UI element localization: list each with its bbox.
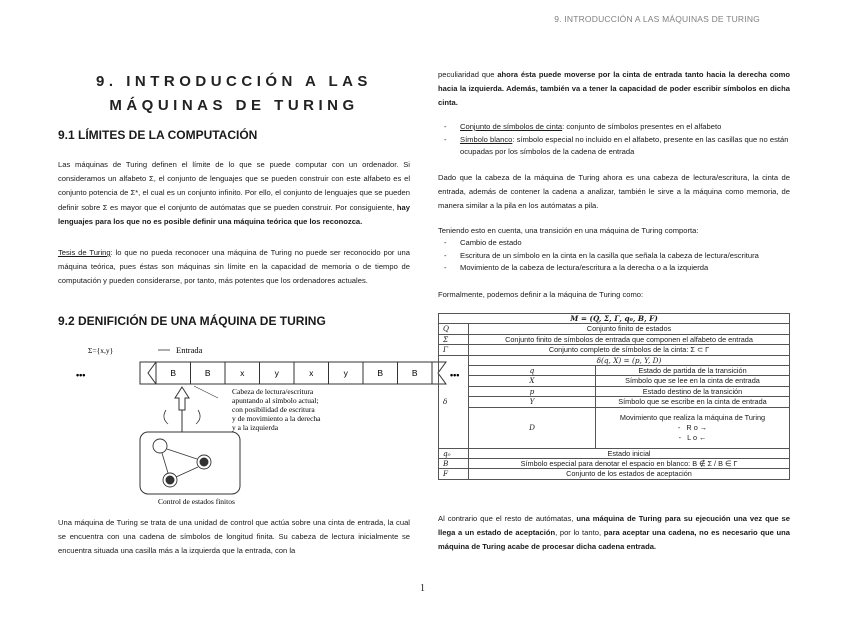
- symbol-cell: δ: [439, 355, 469, 448]
- tape-cell-symbol: B: [411, 368, 418, 378]
- inner-description-cell: Símbolo que se escribe en la cinta de entrada: [596, 397, 790, 407]
- table-row: [439, 366, 790, 376]
- table-row: [439, 459, 790, 469]
- head-caption-line: Cabeza de lectura/escritura: [232, 387, 314, 396]
- turing-thesis-label: Tesis de Turing: [58, 248, 111, 257]
- paragraph-formal-intro: Formalmente, podemos definir a la máquina de Turing como:: [438, 290, 644, 299]
- table-row: [439, 397, 790, 407]
- transition-2-3: [176, 467, 198, 477]
- state-3-core: [166, 476, 175, 485]
- control-caption: Control de estados finitos: [158, 497, 235, 506]
- tape-left-dots: •••: [76, 370, 86, 380]
- peculiarity-text: peculiaridad que: [438, 70, 498, 79]
- direction-right: [599, 423, 786, 433]
- symbol-cell: B: [439, 459, 469, 469]
- state-2-core: [200, 458, 209, 467]
- transition-steps-list: [438, 237, 790, 275]
- bullet-dash: -: [677, 422, 681, 432]
- table-row: [439, 324, 790, 334]
- turing-machine-definition-table: [438, 313, 790, 480]
- peculiarity-bold: ahora ésta puede moverse por la cinta de entrada tanto hacia la derecha como hacia la izquierda. Además, también va a tener la capacidad de poder escribir símbolos en dicha cinta.: [438, 70, 790, 108]
- table-row: [439, 314, 790, 324]
- description-cell: Estado inicial: [469, 448, 790, 458]
- paragraph-turing-thesis: [58, 246, 410, 289]
- bullet-dash: -: [678, 432, 682, 442]
- table-row: [439, 376, 790, 386]
- input-label: Entrada: [176, 345, 203, 355]
- tape-cell-symbol: x: [309, 368, 314, 378]
- state-1: [153, 439, 167, 453]
- description-cell: Conjunto finito de estados: [469, 324, 790, 334]
- symbol-cell: Γ: [439, 345, 469, 355]
- paragraph-acceptance: [438, 512, 790, 555]
- paragraph-definition: Una máquina de Turing se trata de una unidad de control que actúa sobre una cinta de entrada, la cual se encuentra con una cadena de símbolos de longitud finita. Su cabeza de lectura inicialmente se encuentra situada una casilla más a la izquierda que la entrada, con la: [58, 518, 410, 556]
- tape-cell-symbol: y: [343, 368, 348, 378]
- inner-description-cell: Símbolo que se lee en la cinta de entrada: [596, 376, 790, 386]
- head-move-right: [196, 410, 200, 424]
- paragraph-peculiarity: [438, 68, 790, 111]
- tape-right-dots: •••: [450, 370, 460, 380]
- acceptance-bold: para aceptar una cadena, no es necesario que una máquina de Turing acabe de procesar dicha cadena entrada.: [438, 528, 790, 552]
- head-caption-line: con posibilidad de escritura: [232, 405, 315, 414]
- tape-cell-symbol: x: [240, 368, 245, 378]
- tape-cells: [170, 362, 418, 384]
- description-cell: Conjunto completo de símbolos de la cinta: Σ ⊂ Γ: [469, 345, 790, 355]
- inner-symbol-cell: D: [469, 407, 596, 448]
- list-item: - Movimiento de la cabeza de lectura/escritura a la derecha o a la izquierda: [444, 263, 709, 272]
- head-caption: [232, 387, 322, 432]
- acceptance-bold: una máquina de Turing para su ejecución una vez que se llega a un estado de aceptación: [438, 514, 790, 538]
- running-header: 9. INTRODUCCIÓN A LAS MÁQUINAS DE TURING: [554, 14, 760, 24]
- alphabet-label: Σ={x,y}: [88, 346, 114, 355]
- inner-symbol-cell: Y: [469, 397, 596, 407]
- paragraph-memory: Dado que la cabeza de la máquina de Turing ahora es una cabeza de lectura/escritura, la cinta de entrada, además de contener la cadena a analizar, también le sirve a la máquina como memoria, de manera similar a la pila en los autómatas a pila.: [438, 173, 790, 211]
- section-9-1-heading: 9.1 LÍMITES DE LA COMPUTACIÓN: [58, 128, 258, 142]
- list-item-label: Conjunto de símbolos de cinta: [460, 122, 563, 131]
- acceptance-text: , por lo tanto,: [555, 528, 604, 538]
- list-item-text: : conjunto de símbolos presentes en el alfabeto: [562, 122, 722, 131]
- paragraph-limits: [58, 158, 410, 229]
- table-row: [439, 407, 790, 448]
- table-row: [439, 345, 790, 355]
- inner-symbol-cell: X: [469, 376, 596, 386]
- page-number: 1: [420, 583, 425, 594]
- direction-left: [599, 433, 786, 443]
- table-row: [439, 448, 790, 458]
- direction-left-label: L o ←: [687, 432, 707, 442]
- tape-cell-symbol: y: [274, 368, 279, 378]
- description-cell: Conjunto finito de símbolos de entrada que componen el alfabeto de entrada: [469, 334, 790, 344]
- symbol-cell: Σ: [439, 334, 469, 344]
- table-row: [439, 386, 790, 396]
- head-move-left: [164, 410, 168, 424]
- paragraph-limits-bold: hay lenguajes para los que no es posible definir una máquina teórica que los reconozca.: [58, 202, 410, 226]
- direction-description: Movimiento que realiza la máquina de Turing: [619, 412, 766, 422]
- chapter-title: [58, 70, 410, 118]
- list-item-text: Cambio de estado: [460, 238, 522, 247]
- inner-symbol-cell: p: [469, 386, 596, 396]
- symbol-cell: Q: [439, 324, 469, 334]
- transition-expression: δ(q, X) = (p, Y, D): [469, 355, 790, 365]
- tape-symbols-list: [438, 121, 790, 159]
- symbol-cell: q₀: [439, 448, 469, 458]
- paragraph-limits-text: Las máquinas de Turing definen el límite de lo que se puede computar con un ordenador. Si consideramos un alfabeto Σ, el conjunto de lenguajes que se pueden construir con este alfabeto es el conjunto potencia de Σ*, el cual es un conjunto infinito. Por ello, el conjunto de lenguajes que se pueden definir sobre Σ es mayor que el conjunto de autómatas que se pueden construir. Por consiguiente,: [58, 160, 410, 212]
- caption-pointer: [194, 386, 218, 398]
- table-row: [439, 334, 790, 344]
- chapter-title-line2: MÁQUINAS DE TURING: [109, 97, 359, 114]
- description-cell: Símbolo especial para denotar el espacio en blanco: B ∉ Σ / B ∈ Γ: [469, 459, 790, 469]
- head-caption-line: y de movimiento a la derecha: [232, 414, 321, 423]
- list-item: - Símbolo blanco: símbolo especial no incluido en el alfabeto, presente en las casillas que no están ocupadas por los símbolos de la cadena de entrada: [444, 134, 789, 156]
- list-item-text: Movimiento de la cabeza de lectura/escritura a la derecha o a la izquierda: [460, 263, 709, 272]
- list-item-label: Símbolo blanco: [460, 134, 513, 144]
- head-arrow: [175, 387, 189, 410]
- table-row: [439, 469, 790, 479]
- list-item-text: Escritura de un símbolo en la cinta en la casilla que señala la cabeza de lectura/escritura: [460, 250, 759, 260]
- paragraph-transition-intro: Teniendo esto en cuenta, una transición en una máquina de Turing comporta:: [438, 226, 699, 235]
- inner-description-cell: Estado destino de la transición: [596, 386, 790, 396]
- inner-symbol-cell: q: [469, 366, 596, 376]
- chapter-title-line1: 9. INTRODUCCIÓN A LAS: [96, 73, 372, 90]
- transition-1-3: [162, 453, 168, 473]
- table-row: [439, 355, 790, 365]
- turing-thesis-text: : lo que no pueda reconocer una máquina de Turing no puede ser reconocido por una máquina teórica, pues éstas son máquinas sin límite en la capacidad de memoria o de tiempo de computación y pueden considerarse, por tanto, más potentes que los ordenadores actuales.: [58, 248, 410, 286]
- list-item: - Conjunto de símbolos de cinta: conjunto de símbolos presentes en el alfabeto: [444, 122, 722, 131]
- inner-description-cell: Estado de partida de la transición: [596, 366, 790, 376]
- tape-cell-symbol: B: [170, 368, 177, 378]
- direction-right-label: R o →: [686, 422, 708, 432]
- head-caption-line: apuntando al símbolo actual;: [232, 396, 319, 405]
- symbol-cell: F: [439, 469, 469, 479]
- tape-cell-symbol: B: [377, 368, 384, 378]
- list-item-text: : símbolo especial no incluido en el alfabeto, presente en las casillas que no están ocupadas por los símbolos de la cadena de entrada: [460, 134, 789, 156]
- tape-left-end: [140, 362, 156, 384]
- section-9-2-heading: 9.2 DENIFICIÓN DE UNA MÁQUINA DE TURING: [58, 314, 326, 328]
- acceptance-text: Al contrario que el resto de autómatas,: [438, 514, 577, 523]
- direction-cell: [596, 407, 790, 448]
- transition-1-2: [167, 449, 197, 459]
- head-caption-line: y a la izquierda: [232, 423, 279, 432]
- table-header: M = (Q, Σ, Γ, q₀, B, F): [439, 314, 790, 324]
- description-cell: Conjunto de los estados de aceptación: [469, 469, 790, 479]
- tape-cell-symbol: B: [204, 368, 211, 378]
- list-item: - Cambio de estado: [444, 238, 522, 247]
- list-item: - Escritura de un símbolo en la cinta en la casilla que señala la cabeza de lectura/escritura: [444, 250, 759, 260]
